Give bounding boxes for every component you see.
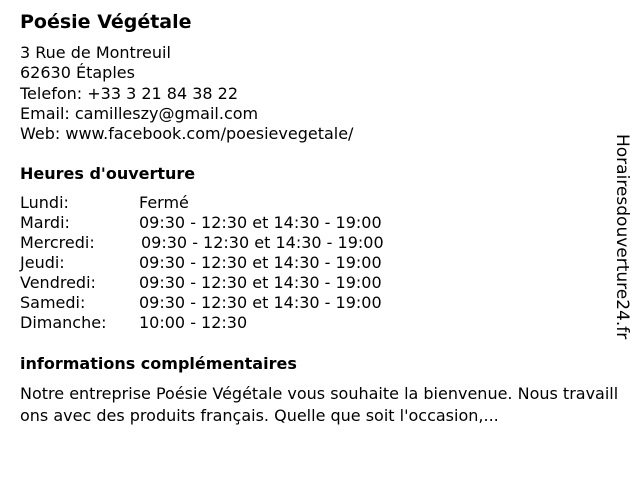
business-description: Notre entreprise Poésie Végétale vous souhaite la bienvenue. Nous travaillons avec des produits français. Quelle que soit l'occasion,... xyxy=(20,384,619,425)
contact-block xyxy=(20,43,353,144)
hours-day: Dimanche: xyxy=(20,313,107,332)
hours-time: 09:30 - 12:30 et 14:30 - 19:00 xyxy=(139,213,382,232)
hours-day: Mercredi: xyxy=(20,233,95,252)
address-city: 62630 Étaples xyxy=(20,63,135,83)
hours-time: Fermé xyxy=(139,193,189,212)
info-heading: informations complémentaires xyxy=(20,354,297,373)
hours-time: 10:00 - 12:30 xyxy=(139,313,248,332)
phone-line: Telefon: +33 3 21 84 38 22 xyxy=(20,83,239,103)
hours-heading: Heures d'ouverture xyxy=(20,164,196,183)
address-street: 3 Rue de Montreuil xyxy=(20,43,171,62)
site-watermark: Horairesdouverture24.fr xyxy=(612,134,632,340)
web-line: Web: www.facebook.com/poesievegetale/ xyxy=(20,124,354,144)
hours-day: Mardi: xyxy=(20,213,70,232)
hours-time: 09:30 - 12:30 et 14:30 - 19:00 xyxy=(139,273,382,292)
hours-time: 09:30 - 12:30 et 14:30 - 19:00 xyxy=(139,293,382,312)
hours-day: Jeudi: xyxy=(20,253,65,272)
hours-day: Lundi: xyxy=(20,193,69,212)
hours-day: Vendredi: xyxy=(20,273,96,292)
hours-day: Samedi: xyxy=(20,293,86,312)
hours-time: 09:30 - 12:30 et 14:30 - 19:00 xyxy=(141,233,384,252)
hours-time: 09:30 - 12:30 et 14:30 - 19:00 xyxy=(139,253,382,272)
email-line: Email: camilleszy@gmail.com xyxy=(20,103,259,123)
business-name: Poésie Végétale xyxy=(20,11,192,33)
